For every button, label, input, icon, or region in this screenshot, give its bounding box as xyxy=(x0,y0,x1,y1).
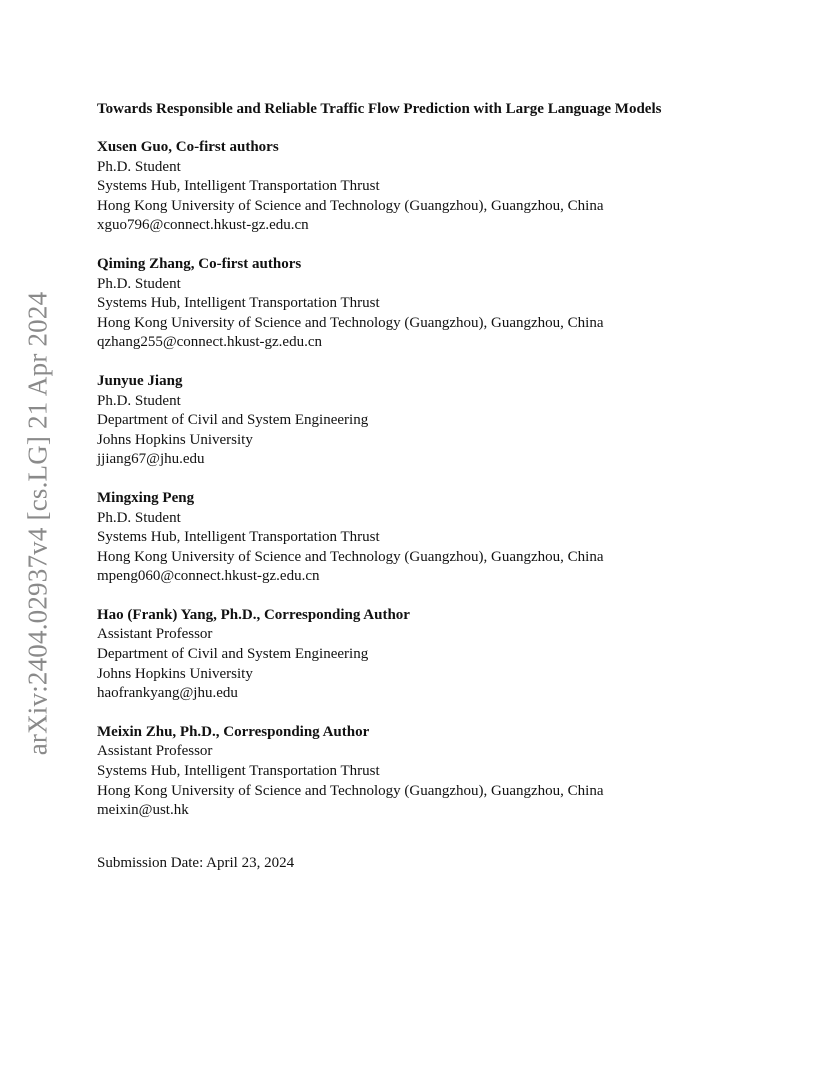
author-institution: Hong Kong University of Science and Technology (Guangzhou), Guangzhou, China xyxy=(97,782,604,799)
author-name: Junyue Jiang xyxy=(97,372,183,389)
author-email: xguo796@connect.hkust-gz.edu.cn xyxy=(97,217,309,234)
author-name: Xusen Guo, Co-first authors xyxy=(97,139,279,155)
author-department: Systems Hub, Intelligent Transportation Thrust xyxy=(97,178,380,195)
author-department: Systems Hub, Intelligent Transportation Thrust xyxy=(97,763,380,780)
title-page xyxy=(97,99,777,873)
author-position: Assistant Professor xyxy=(97,743,213,760)
author-department: Department of Civil and System Engineering xyxy=(97,646,369,663)
author-position: Ph.D. Student xyxy=(97,509,181,526)
author-email: meixin@ust.hk xyxy=(97,802,189,819)
author-block xyxy=(97,606,777,704)
paper-title: Towards Responsible and Reliable Traffic Flow Prediction with Large Language Models xyxy=(97,101,662,117)
submission-date: Submission Date: April 23, 2024 xyxy=(97,854,295,871)
author-institution: Johns Hopkins University xyxy=(97,431,253,448)
author-block xyxy=(97,723,777,821)
author-name: Hao (Frank) Yang, Ph.D., Corresponding Author xyxy=(97,606,410,623)
author-name: Mingxing Peng xyxy=(97,489,195,506)
author-position: Ph.D. Student xyxy=(97,392,181,409)
author-position: Assistant Professor xyxy=(97,626,213,643)
author-position: Ph.D. Student xyxy=(97,275,181,292)
author-name: Qiming Zhang, Co-first authors xyxy=(97,255,302,272)
author-position: Ph.D. Student xyxy=(97,158,181,175)
author-block xyxy=(97,138,777,236)
author-block xyxy=(97,255,777,353)
author-institution: Hong Kong University of Science and Technology (Guangzhou), Guangzhou, China xyxy=(97,548,604,565)
author-institution: Hong Kong University of Science and Technology (Guangzhou), Guangzhou, China xyxy=(97,197,604,214)
author-department: Systems Hub, Intelligent Transportation Thrust xyxy=(97,295,380,312)
author-email: jjiang67@jhu.edu xyxy=(97,451,205,468)
author-institution: Johns Hopkins University xyxy=(97,665,253,682)
author-department: Systems Hub, Intelligent Transportation Thrust xyxy=(97,529,380,546)
author-email: haofrankyang@jhu.edu xyxy=(97,685,238,702)
arxiv-side-stamp xyxy=(23,286,53,760)
author-name: Meixin Zhu, Ph.D., Corresponding Author xyxy=(97,723,370,740)
author-department: Department of Civil and System Engineering xyxy=(97,412,369,429)
author-email: mpeng060@connect.hkust-gz.edu.cn xyxy=(97,568,320,585)
author-email: qzhang255@connect.hkust-gz.edu.cn xyxy=(97,334,322,351)
author-block xyxy=(97,372,777,470)
author-block xyxy=(97,489,777,587)
author-institution: Hong Kong University of Science and Technology (Guangzhou), Guangzhou, China xyxy=(97,314,604,331)
arxiv-identifier: arXiv:2404.02937v4 [cs.LG] 21 Apr 2024 xyxy=(22,291,53,755)
